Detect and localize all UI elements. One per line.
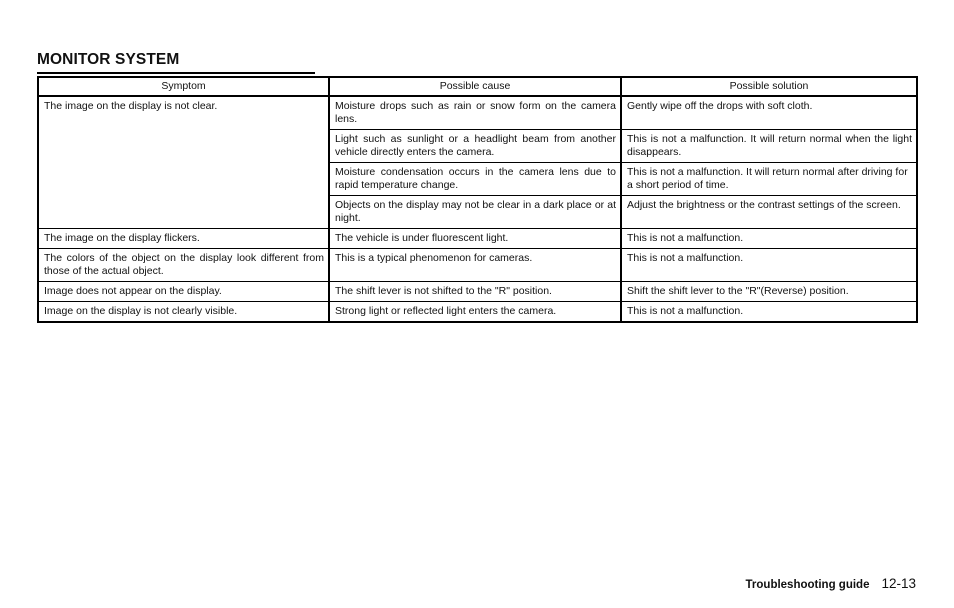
solution-cell: Gently wipe off the drops with soft cloth.: [621, 96, 917, 130]
symptom-cell: The image on the display is not clear.: [38, 96, 329, 229]
page-number: 12-13: [881, 576, 916, 591]
header-symptom: Symptom: [38, 77, 329, 96]
table-row: [38, 96, 917, 130]
header-possible-cause: Possible cause: [329, 77, 621, 96]
troubleshooting-table-container: [37, 76, 916, 323]
symptom-cell: The image on the display flickers.: [38, 229, 329, 249]
footer-section-name: Troubleshooting guide: [745, 579, 870, 591]
symptom-cell: The colors of the object on the display look different from those of the actual object.: [38, 249, 329, 282]
solution-cell: This is not a malfunction.: [621, 302, 917, 323]
symptom-cell: Image does not appear on the display.: [38, 282, 329, 302]
troubleshooting-table: [37, 76, 918, 323]
section-title: MONITOR SYSTEM: [37, 51, 315, 74]
table-header-row: [38, 77, 917, 96]
solution-cell: This is not a malfunction.: [621, 249, 917, 282]
header-possible-solution: Possible solution: [621, 77, 917, 96]
solution-cell: Adjust the brightness or the contrast settings of the screen.: [621, 196, 917, 229]
solution-cell: Shift the shift lever to the "R"(Reverse) position.: [621, 282, 917, 302]
cause-cell: Moisture condensation occurs in the camera lens due to rapid temperature change.: [329, 163, 621, 196]
solution-cell: This is not a malfunction. It will return normal after driving for a short period of time.: [621, 163, 917, 196]
page-footer: [746, 576, 916, 593]
solution-cell: This is not a malfunction.: [621, 229, 917, 249]
cause-cell: Strong light or reflected light enters the camera.: [329, 302, 621, 323]
symptom-cell: Image on the display is not clearly visible.: [38, 302, 329, 323]
cause-cell: This is a typical phenomenon for cameras.: [329, 249, 621, 282]
cause-cell: The shift lever is not shifted to the "R" position.: [329, 282, 621, 302]
table-row: [38, 282, 917, 302]
table-row: [38, 249, 917, 282]
solution-cell: This is not a malfunction. It will return normal when the light disappears.: [621, 130, 917, 163]
table-row: [38, 229, 917, 249]
cause-cell: Objects on the display may not be clear in a dark place or at night.: [329, 196, 621, 229]
cause-cell: Light such as sunlight or a headlight beam from another vehicle directly enters the camera.: [329, 130, 621, 163]
cause-cell: Moisture drops such as rain or snow form on the camera lens.: [329, 96, 621, 130]
cause-cell: The vehicle is under fluorescent light.: [329, 229, 621, 249]
table-row: [38, 302, 917, 323]
